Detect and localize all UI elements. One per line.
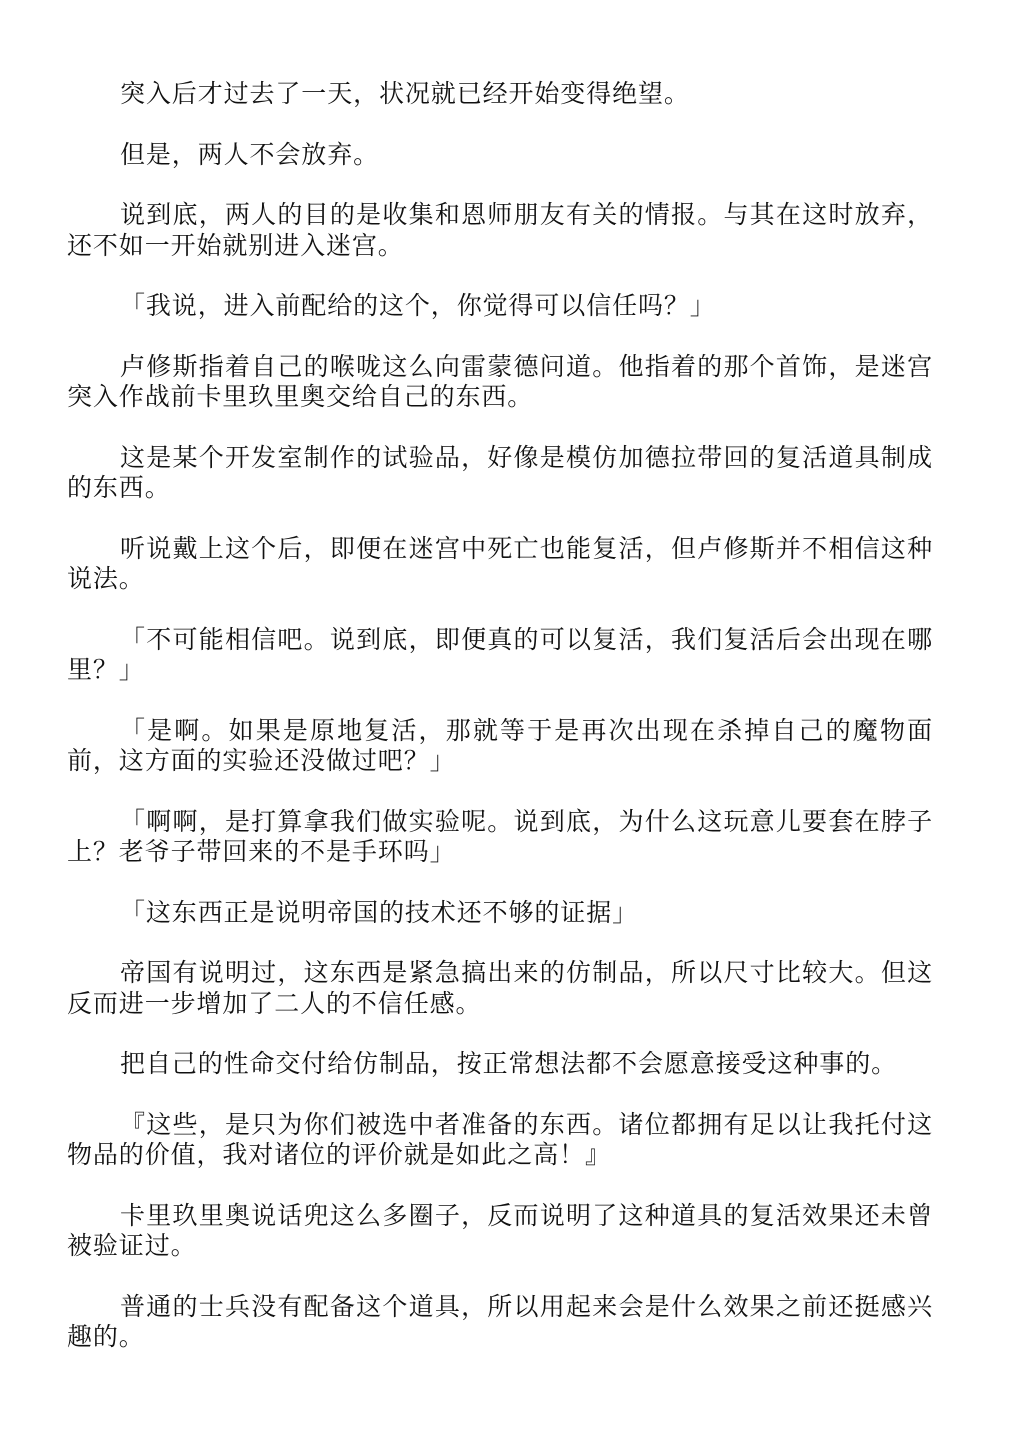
paragraph: 帝国有说明过，这东西是紧急搞出来的仿制品，所以尺寸比较大。但这反而进一步增加了二人的不信任感。 xyxy=(67,958,933,1018)
paragraph: 『这些，是只为你们被选中者准备的东西。诸位都拥有足以让我托付这物品的价值，我对诸位的评价就是如此之高！』 xyxy=(67,1109,933,1169)
paragraph: 「我说，进入前配给的这个，你觉得可以信任吗？」 xyxy=(120,291,716,320)
document-page xyxy=(67,79,933,1383)
paragraph: 卡里玖里奥说话兜这么多圈子，反而说明了这种道具的复活效果还未曾被验证过。 xyxy=(67,1200,933,1260)
paragraph: 突入后才过去了一天，状况就已经开始变得绝望。 xyxy=(120,79,690,108)
paragraph: 普通的士兵没有配备这个道具，所以用起来会是什么效果之前还挺感兴趣的。 xyxy=(67,1291,933,1351)
paragraph: 「是啊。如果是原地复活，那就等于是再次出现在杀掉自己的魔物面前，这方面的实验还没做过吧？」 xyxy=(67,715,933,775)
paragraph: 「不可能相信吧。说到底，即便真的可以复活，我们复活后会出现在哪里？」 xyxy=(67,624,933,684)
paragraph: 这是某个开发室制作的试验品，好像是模仿加德拉带回的复活道具制成的东西。 xyxy=(67,442,933,502)
paragraph: 说到底，两人的目的是收集和恩师朋友有关的情报。与其在这时放弃，还不如一开始就别进入迷宫。 xyxy=(67,200,933,260)
paragraph: 但是，两人不会放弃。 xyxy=(120,139,380,169)
paragraph: 「这东西正是说明帝国的技术还不够的证据」 xyxy=(120,897,639,927)
paragraph: 把自己的性命交付给仿制品，按正常想法都不会愿意接受这种事的。 xyxy=(120,1049,898,1078)
paragraph: 「啊啊，是打算拿我们做实验呢。说到底，为什么这玩意儿要套在脖子上？老爷子带回来的不是手环吗」 xyxy=(67,806,933,866)
paragraph: 听说戴上这个后，即便在迷宫中死亡也能复活，但卢修斯并不相信这种说法。 xyxy=(67,533,933,593)
paragraph: 卢修斯指着自己的喉咙这么向雷蒙德问道。他指着的那个首饰，是迷宫突入作战前卡里玖里奥交给自己的东西。 xyxy=(67,351,933,411)
